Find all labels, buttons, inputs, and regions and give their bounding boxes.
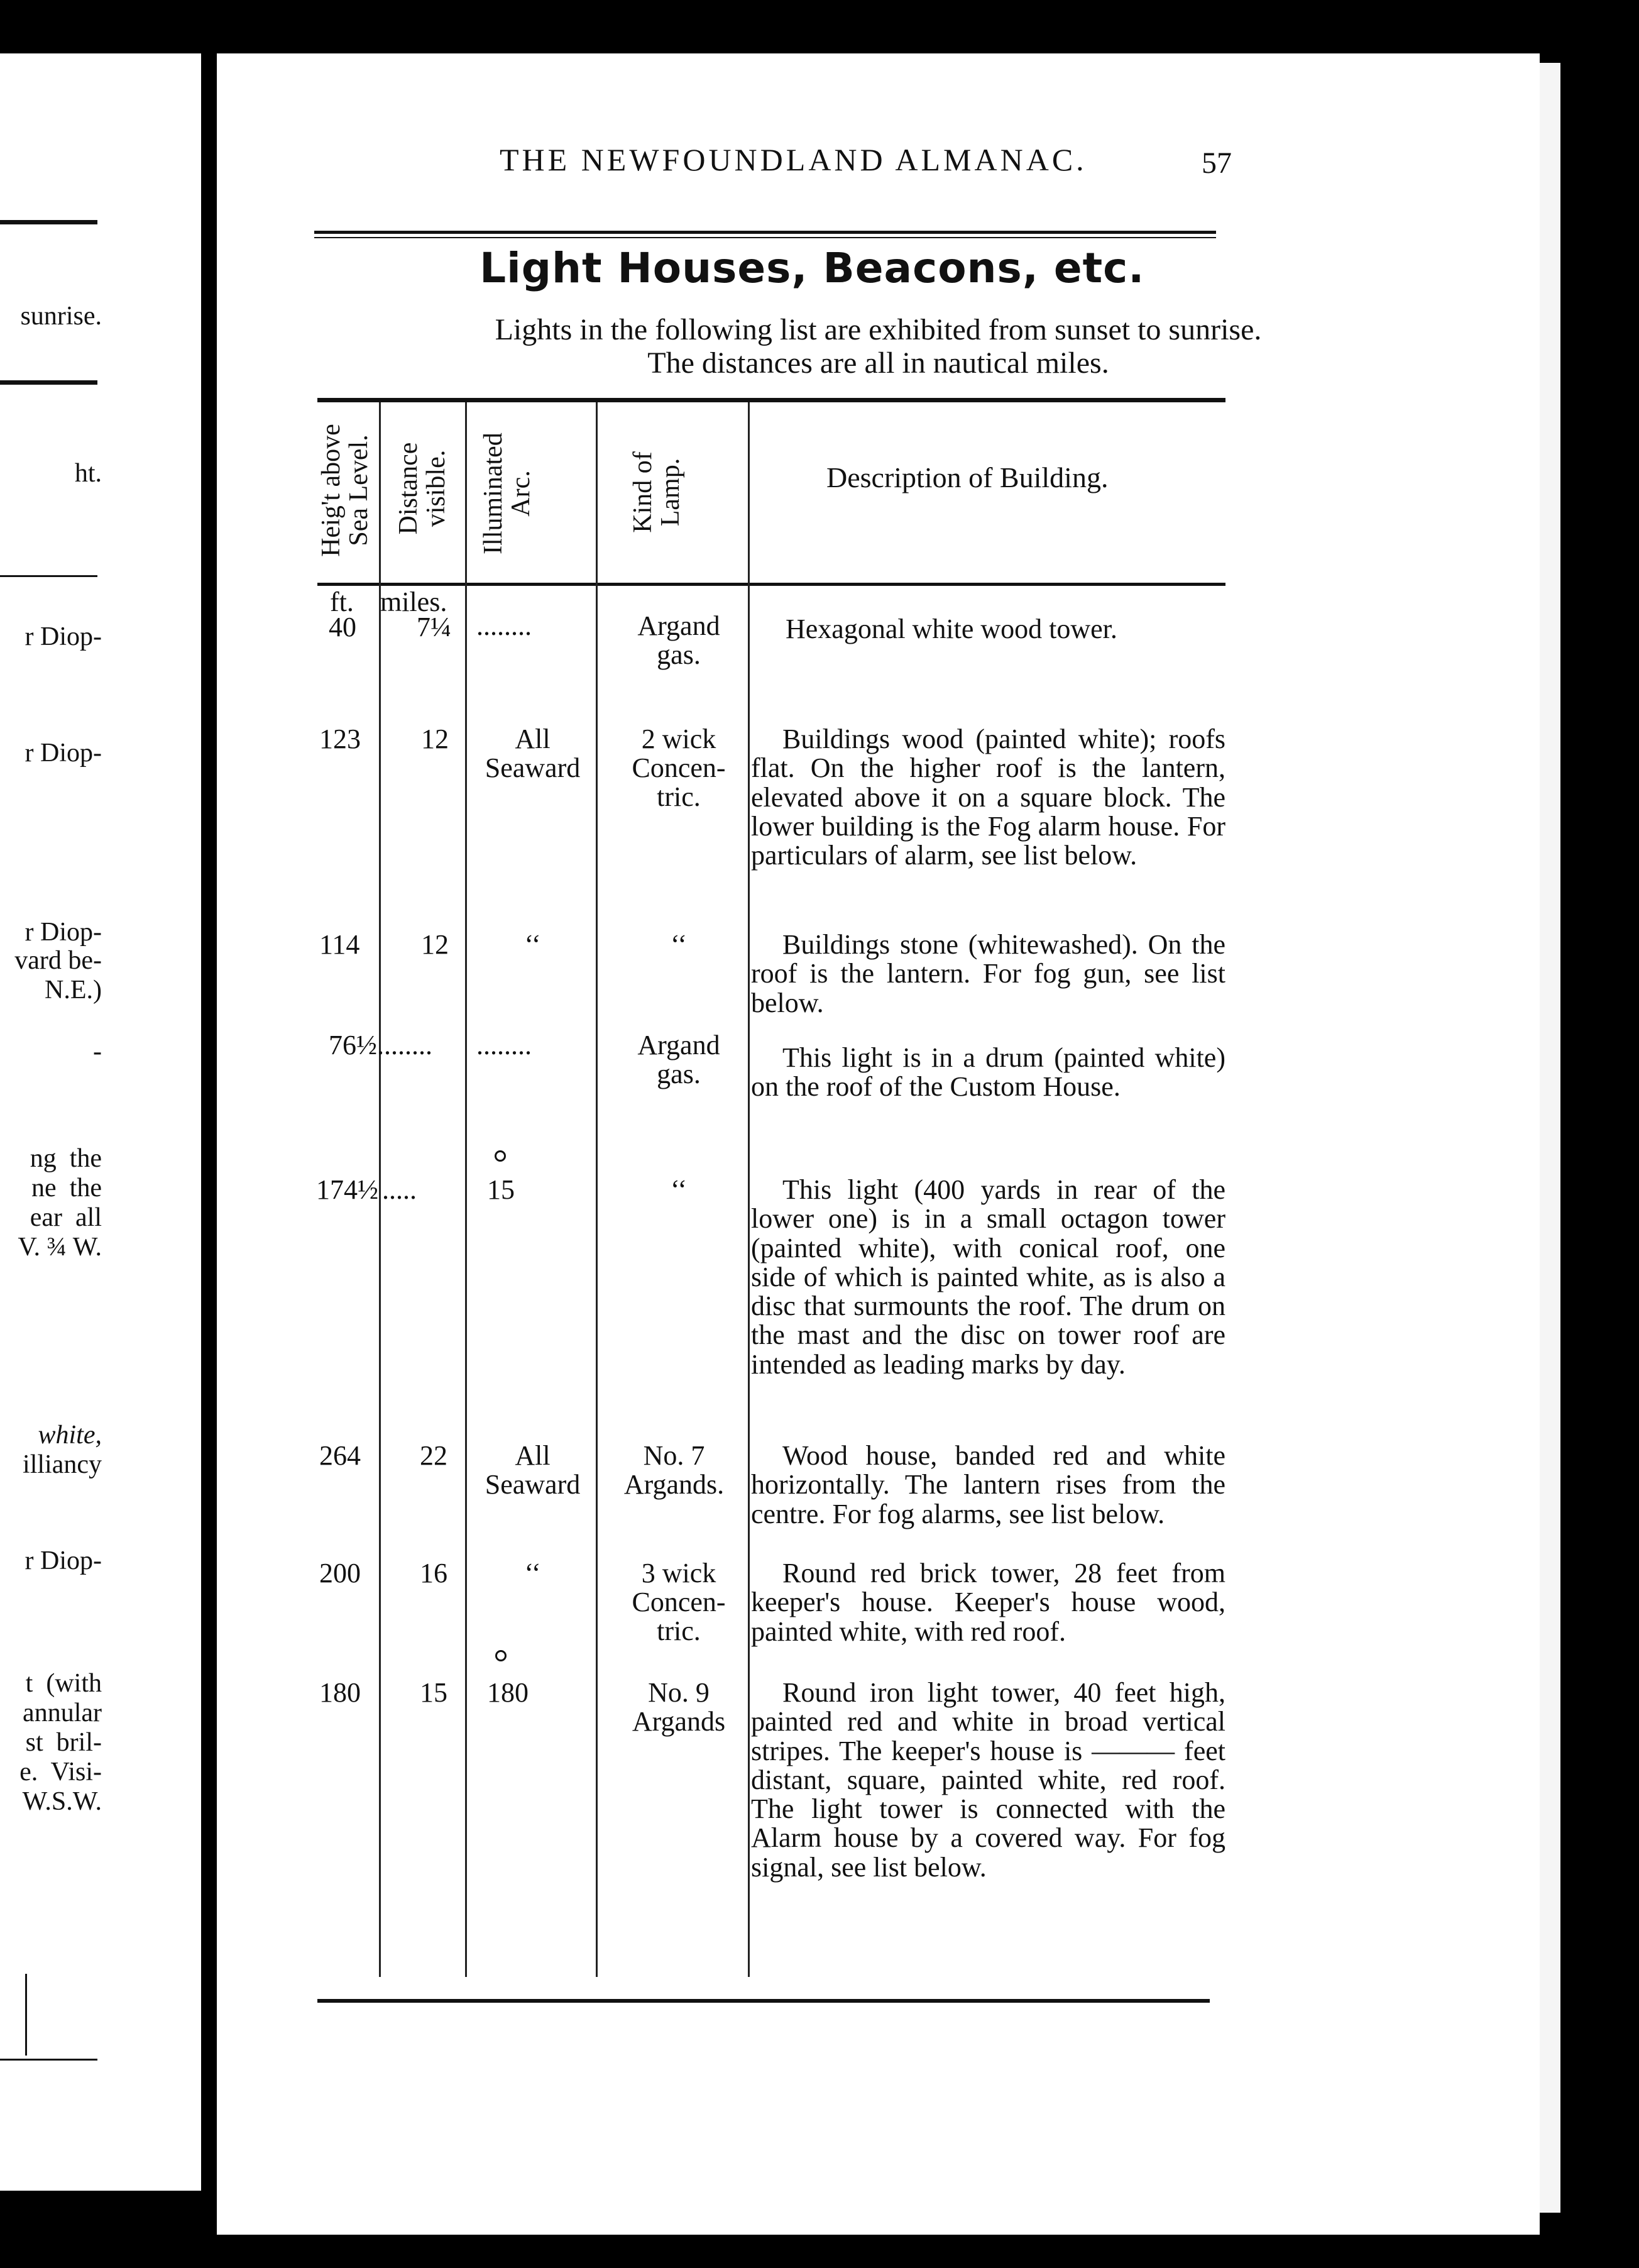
row-lamp: No. 9 Argands xyxy=(632,1677,726,1737)
row-height: 40 xyxy=(329,612,356,642)
table-bottom-rule xyxy=(317,1999,1210,2003)
left-page-text: W.S.W. xyxy=(22,1787,102,1816)
left-page-rule xyxy=(0,220,97,224)
column-header-description: Description of Building. xyxy=(826,461,1109,493)
left-page-text: white, xyxy=(38,1421,102,1450)
row-height: 200 xyxy=(319,1558,361,1588)
left-page-text: e. Visi- xyxy=(19,1758,102,1786)
degree-mark xyxy=(495,1650,507,1661)
row-description: Hexagonal white wood tower. xyxy=(786,614,1117,644)
row-lamp: 3 wick Concen- tric. xyxy=(632,1558,726,1646)
left-page-text: r Diop- xyxy=(25,739,102,768)
row-distance: 12 xyxy=(421,724,449,754)
column-divider xyxy=(748,402,750,1977)
row-description: This light is in a drum (painted white) on the roof of the Custom House. xyxy=(751,1042,1225,1103)
column-divider xyxy=(379,402,381,1977)
intro-line: The distances are all in nautical miles. xyxy=(647,346,1109,380)
row-height: 76½ xyxy=(329,1030,377,1060)
left-page-text: ear all xyxy=(30,1203,102,1232)
left-page-text: ne the xyxy=(31,1174,102,1203)
row-description: Buildings wood (painted white); roofs flat. On the higher roof is the lantern, elevated above it on a square block. The lower building is the Fog alarm house. For particulars of alarm, see list below. xyxy=(751,724,1225,871)
row-arc: ........ xyxy=(476,1030,532,1060)
row-description: Round iron light tower, 40 feet high, painted red and white in broad vertical stripes. The keeper's house is ——— feet distant, square, painted white, red roof. The light tower is connected with the Alarm house by a covered way. For fog signal, see list below. xyxy=(751,1677,1225,1883)
header-rule xyxy=(314,231,1216,234)
left-page-text: vard be- xyxy=(14,946,102,975)
left-page-text: sunrise. xyxy=(20,302,102,331)
row-description: Round red brick tower, 28 feet from keeper's house. Keeper's house wood, painted white, with red roof. xyxy=(751,1558,1225,1647)
row-arc: 180 xyxy=(487,1677,529,1708)
row-height: 123 xyxy=(319,724,361,754)
left-page-text: r Diop- xyxy=(25,918,102,947)
column-header-arc: Illuminated Arc. xyxy=(479,432,535,554)
row-distance: 7¼ xyxy=(417,612,451,642)
row-distance: 12 xyxy=(421,929,449,960)
row-height: 264 xyxy=(319,1440,361,1471)
left-page-fragment xyxy=(0,53,201,2191)
left-page-rule xyxy=(0,2059,97,2061)
row-description: Wood house, banded red and white horizontally. The lantern rises from the centre. For fog alarms, see list below. xyxy=(751,1440,1225,1529)
left-page-text: - xyxy=(93,1037,102,1066)
row-lamp: No. 7 Argands. xyxy=(623,1440,725,1500)
row-height: 180 xyxy=(319,1677,361,1708)
left-page-text: N.E.) xyxy=(45,976,102,1005)
row-height: 114 xyxy=(319,929,360,960)
row-arc: ........ xyxy=(476,610,532,641)
section-title: Light Houses, Beacons, etc. xyxy=(480,244,1145,292)
row-lamp: 2 wick Concen- tric. xyxy=(632,724,726,812)
row-lamp: Argand gas. xyxy=(637,1030,720,1089)
row-arc: ‘‘ xyxy=(524,1558,541,1588)
row-height-leader: ........ xyxy=(377,1030,432,1060)
row-distance: 15 xyxy=(420,1677,447,1708)
running-header: THE NEWFOUNDLAND ALMANAC. xyxy=(500,142,1087,177)
row-arc: All Seaward xyxy=(485,1440,581,1500)
row-arc: All Seaward xyxy=(485,724,581,783)
row-lamp: ‘‘ xyxy=(670,929,688,960)
left-page-rule xyxy=(0,380,97,385)
left-page-text: annular xyxy=(23,1698,102,1727)
table-top-rule xyxy=(317,398,1225,402)
degree-mark xyxy=(495,1150,506,1162)
row-arc: 15 xyxy=(487,1174,515,1205)
header-rule xyxy=(314,237,1216,238)
row-height-leader: ..... xyxy=(382,1174,417,1205)
left-page-text: V. ¾ W. xyxy=(18,1233,102,1262)
header-bottom-rule xyxy=(317,583,1225,586)
left-page-text: ng the xyxy=(30,1144,102,1173)
intro-line: Lights in the following list are exhibited from sunset to sunrise. xyxy=(495,313,1262,346)
left-page-text: st bril- xyxy=(25,1728,102,1757)
row-distance: 16 xyxy=(420,1558,447,1588)
left-page-text: r Diop- xyxy=(25,1546,102,1575)
column-header-distance: Distance visible. xyxy=(394,442,451,535)
row-lamp: ‘‘ xyxy=(670,1174,688,1205)
column-header-height: Heig't above Sea Level. xyxy=(317,424,373,557)
row-description: Buildings stone (whitewashed). On the roof is the lantern. For fog gun, see list below. xyxy=(751,929,1225,1018)
unit-distance: miles. xyxy=(380,586,447,617)
page-number: 57 xyxy=(1202,146,1232,180)
left-page-rule xyxy=(0,575,97,577)
row-description: This light (400 yards in rear of the lower one) is in a small octagon tower (painted white), with conical roof, one side of which is painted white, as is also a disc that surmounts the roof. The drum on the mast and the disc on tower roof are intended as leading marks by day. xyxy=(751,1174,1225,1380)
left-page-text: r Diop- xyxy=(25,622,102,651)
left-page-text: ht. xyxy=(74,459,102,488)
left-page-text: t (with xyxy=(25,1669,102,1698)
column-divider xyxy=(596,402,598,1977)
row-distance: 22 xyxy=(420,1440,447,1471)
column-divider xyxy=(465,402,467,1977)
row-lamp: Argand gas. xyxy=(637,610,720,670)
row-height: 174½ xyxy=(316,1174,378,1205)
unit-height: ft. xyxy=(330,586,354,617)
row-arc: ‘‘ xyxy=(524,929,541,960)
left-page-mark xyxy=(25,1974,27,2056)
column-header-lamp: Kind of Lamp. xyxy=(628,451,685,533)
left-page-text: illiancy xyxy=(23,1450,102,1479)
almanac-page xyxy=(217,53,1540,2235)
